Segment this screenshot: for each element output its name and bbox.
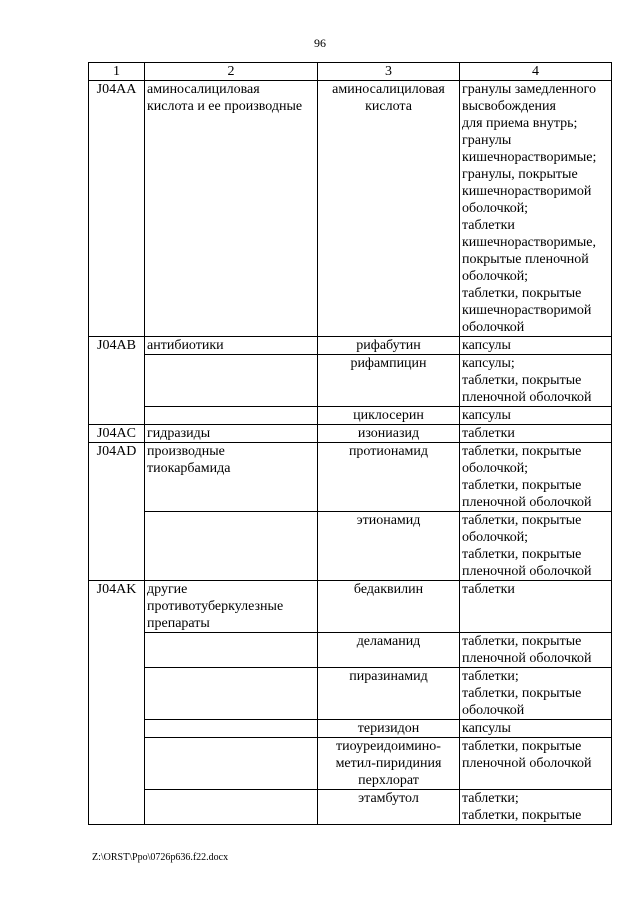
column-header-3: 3 (318, 63, 460, 81)
dosage-form-cell: капсулы; таблетки, покрытые пленочной оболочкой (460, 355, 612, 407)
group-name-cell: производные тиокарбамида (145, 443, 318, 512)
page-number: 96 (314, 36, 326, 50)
dosage-form-cell: таблетки; таблетки, покрытые (460, 790, 612, 825)
table-row (89, 738, 612, 790)
table-row (89, 720, 612, 738)
column-header-1: 1 (89, 63, 145, 81)
inn-cell: циклосерин (318, 407, 460, 425)
group-name-cell: аминосалициловая кислота и ее производные (145, 81, 318, 337)
atc-code-cell: J04AB (89, 337, 145, 425)
inn-cell: изониазид (318, 425, 460, 443)
dosage-form-cell: таблетки (460, 425, 612, 443)
inn-cell: рифампицин (318, 355, 460, 407)
table-row (89, 337, 612, 355)
table-row (89, 407, 612, 425)
inn-cell: рифабутин (318, 337, 460, 355)
group-name-cell: антибиотики (145, 337, 318, 355)
group-name-cell (145, 633, 318, 668)
table-row (89, 355, 612, 407)
table-row (89, 425, 612, 443)
dosage-form-cell: гранулы замедленного высвобождения для приема внутрь; гранулы кишечнорастворимые; гранулы, покрытые кишечнорастворимой оболочкой; таблетки кишечнорастворимые, покрытые пленочной оболочкой; таблетки, покрытые кишечнорастворимой оболочкой (460, 81, 612, 337)
inn-cell: аминосалициловая кислота (318, 81, 460, 337)
group-name-cell (145, 407, 318, 425)
table-row (89, 443, 612, 512)
column-header-2: 2 (145, 63, 318, 81)
dosage-form-cell: таблетки, покрытые пленочной оболочкой (460, 633, 612, 668)
table-row (89, 668, 612, 720)
atc-code-cell: J04AD (89, 443, 145, 581)
dosage-form-cell: таблетки (460, 581, 612, 633)
table-row (89, 633, 612, 668)
table-row (89, 581, 612, 633)
atc-code-cell: J04AC (89, 425, 145, 443)
table-row (89, 512, 612, 581)
group-name-cell (145, 512, 318, 581)
atc-code-cell: J04AK (89, 581, 145, 825)
group-name-cell (145, 738, 318, 790)
dosage-form-cell: капсулы (460, 720, 612, 738)
footer-file-path: Z:\ORST\Ppo\0726p636.f22.docx (92, 852, 229, 863)
group-name-cell (145, 720, 318, 738)
dosage-form-cell: капсулы (460, 407, 612, 425)
inn-cell: бедаквилин (318, 581, 460, 633)
inn-cell: протионамид (318, 443, 460, 512)
inn-cell: теризидон (318, 720, 460, 738)
inn-cell: деламанид (318, 633, 460, 668)
group-name-cell: гидразиды (145, 425, 318, 443)
dosage-form-cell: таблетки, покрытые пленочной оболочкой (460, 738, 612, 790)
dosage-form-cell: таблетки; таблетки, покрытые оболочкой (460, 668, 612, 720)
group-name-cell (145, 668, 318, 720)
inn-cell: пиразинамид (318, 668, 460, 720)
column-header-4: 4 (460, 63, 612, 81)
atc-code-cell: J04AA (89, 81, 145, 337)
dosage-form-cell: таблетки, покрытые оболочкой; таблетки, покрытые пленочной оболочкой (460, 512, 612, 581)
group-name-cell (145, 790, 318, 825)
group-name-cell (145, 355, 318, 407)
table-row (89, 790, 612, 825)
dosage-form-cell: капсулы (460, 337, 612, 355)
inn-cell: тиоуреидоимино- метил-пиридиния перхлорат (318, 738, 460, 790)
table-header-row (89, 63, 612, 81)
table-row (89, 81, 612, 337)
inn-cell: этионамид (318, 512, 460, 581)
inn-cell: этамбутол (318, 790, 460, 825)
group-name-cell: другие противотуберкулезные препараты (145, 581, 318, 633)
atc-drug-table (88, 62, 612, 825)
dosage-form-cell: таблетки, покрытые оболочкой; таблетки, покрытые пленочной оболочкой (460, 443, 612, 512)
